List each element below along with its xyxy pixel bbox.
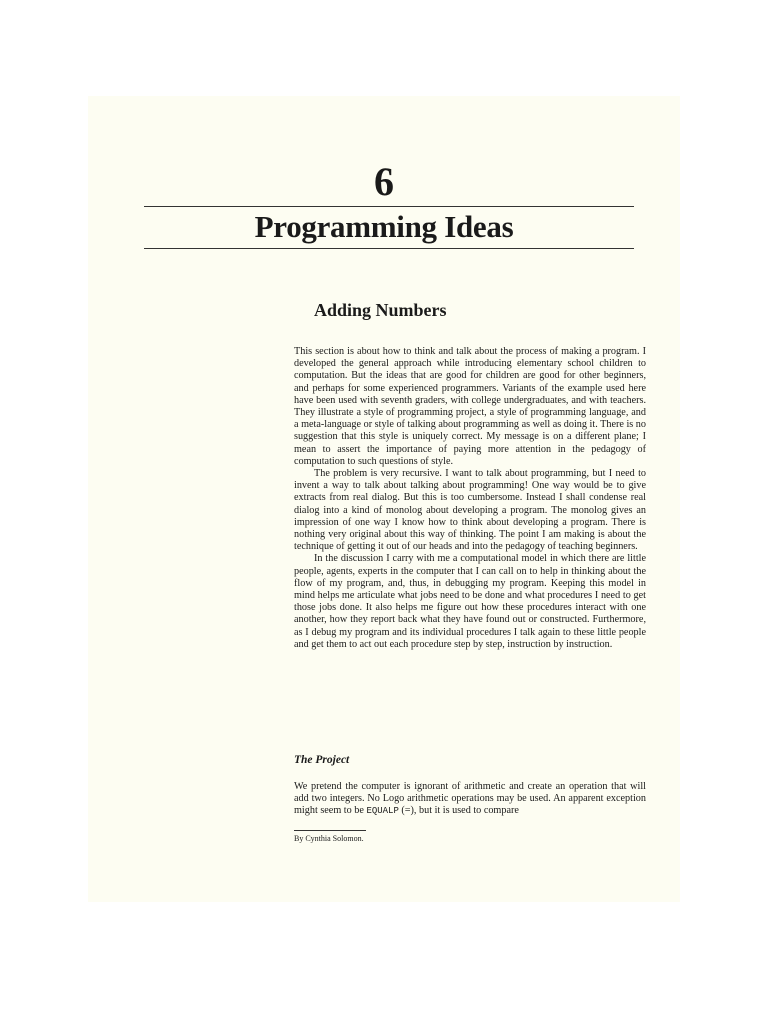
section-title: Adding Numbers [314,300,447,320]
subsection-heading: The Project [294,754,350,766]
title-rule-bottom [144,248,634,249]
text-segment: (=), but it is used to compare [398,805,519,817]
footnote-rule [294,830,366,831]
paragraph [294,781,646,818]
text-segment: We pretend the computer is ignorant of arithmetic and create an operation that will add two integers. No Logo arithmetic operations may be used. An apparent exception might seem to be [294,781,646,817]
footnote: By Cynthia Solomon. [294,834,364,843]
paragraph: In the discussion I carry with me a computational model in which there are little people, agents, experts in the computer that I can call on to help in thinking about the flow of my program, and, thus, in debugging my program. Keeping this model in mind helps me articulate what jobs need to be done and what procedures I need to get those jobs done. It also helps me figure out how these procedures interact with one another, how they report back what they have found out or constructed. Furthermore, as I debug my program and its individual procedures I talk again to these little people and get them to act out each procedure step by step, instruction by instruction. [294,553,646,650]
book-page [88,96,680,902]
project-body [294,781,646,818]
chapter-number: 6 [374,159,394,204]
title-rule-top [144,206,634,207]
chapter-title: Programming Ideas [254,209,514,244]
paragraph: The problem is very recursive. I want to talk about programming, but I need to invent a way to talk about talking about programming! One way would be to give extracts from real dialog. But this is too cumbersome. Instead I shall condense real dialog into a kind of monolog about developing a program. The monolog gives an impression of one way I know how to think about developing a program. There is nothing very original about this way of thinking. The point I am making is about the technique of getting it out of our heads and into the pedagogy of teaching beginners. [294,468,646,553]
section-body [294,346,646,651]
paragraph: This section is about how to think and talk about the process of making a program. I developed the general approach while introducing elementary school children to computation. But the ideas that are good for children are good for other beginners, and perhaps for some experienced programmers. Variants of the example used here have been used with seventh graders, with college undergraduates, and with teachers. They illustrate a style of programming project, a style of programming language, and a meta-language or style of talking about programming as well as doing it. There is no suggestion that this style is uniquely correct. My message is on a different plane; I mean to assert the importance of paying more attention in the pedagogy of computation to such questions of style. [294,346,646,467]
code-equalp: EQUALP [366,806,399,817]
